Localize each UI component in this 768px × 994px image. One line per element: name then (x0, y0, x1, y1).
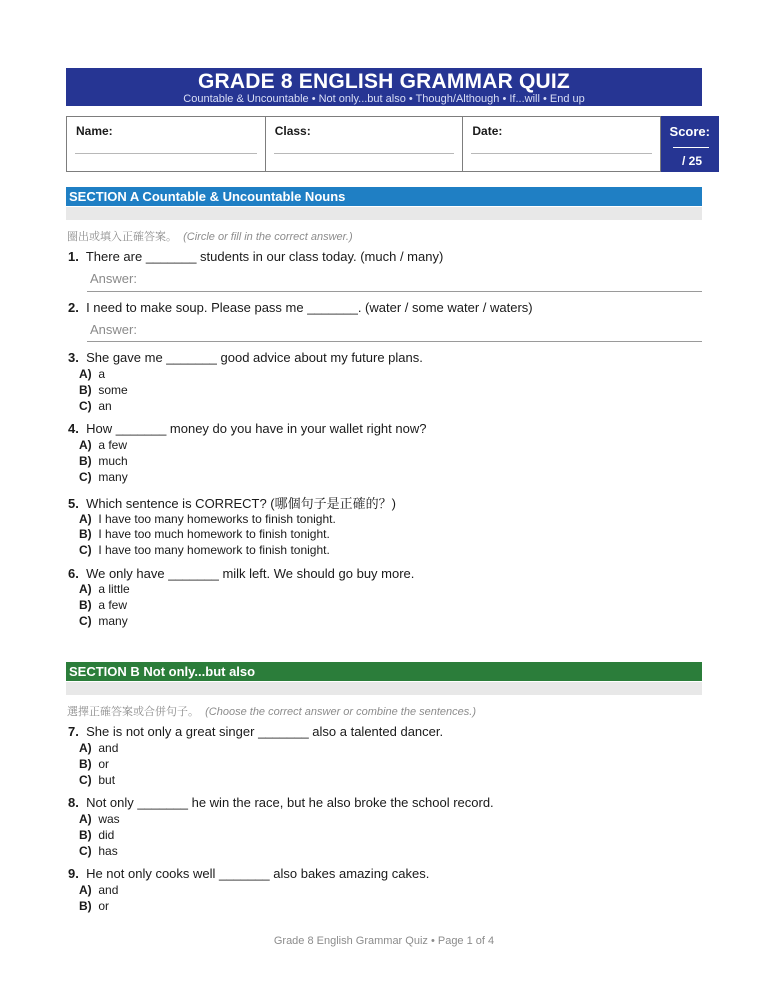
option-letter: A) (79, 438, 92, 452)
section-a-band (66, 207, 702, 220)
option-text: or (98, 757, 110, 771)
option-letter: C) (79, 399, 92, 413)
option-letter: B) (79, 757, 92, 771)
option-letter: B) (79, 899, 92, 913)
question-text: We only have _______ milk left. We should go buy more. (86, 566, 415, 581)
option-c[interactable] (79, 844, 118, 858)
option-text: an (98, 399, 112, 413)
option-letter: C) (79, 773, 92, 787)
page-footer: Grade 8 English Grammar Quiz • Page 1 of 4 (273, 935, 495, 947)
option-a[interactable] (79, 741, 118, 755)
score-box (661, 116, 719, 172)
question-7 (68, 724, 443, 739)
option-letter: A) (79, 812, 92, 826)
question-number: 7. (68, 724, 79, 739)
class-line (274, 153, 455, 154)
date-field[interactable] (462, 116, 661, 172)
option-b[interactable] (79, 527, 330, 541)
name-field[interactable] (66, 116, 266, 172)
option-letter: C) (79, 614, 92, 628)
option-text: did (98, 828, 115, 842)
option-letter: B) (79, 454, 92, 468)
option-text: some (98, 383, 128, 397)
option-a[interactable] (79, 438, 127, 452)
option-c[interactable] (79, 773, 115, 787)
option-b[interactable] (79, 828, 114, 842)
score-line (673, 147, 709, 148)
class-field[interactable] (265, 116, 464, 172)
option-letter: B) (79, 383, 92, 397)
option-text: much (98, 454, 128, 468)
question-4 (68, 421, 426, 436)
section-a-heading: SECTION A Countable & Uncountable Nouns (66, 187, 702, 206)
option-text: has (98, 844, 118, 858)
question-text: Not only _______ he win the race, but he also broke the school record. (86, 795, 494, 810)
answer-label: Answer: (90, 322, 137, 337)
option-c[interactable] (79, 543, 330, 557)
date-line (471, 153, 652, 154)
option-a[interactable] (79, 512, 336, 526)
instructions-zh: 選擇正確答案或合併句子。 (67, 706, 199, 718)
page-subtitle: Countable & Uncountable • Not only...but also • Though/Although • If...will • End up (183, 93, 585, 105)
option-letter: A) (79, 582, 92, 596)
question-text: Which sentence is CORRECT? (哪個句子是正確的？) (86, 496, 396, 511)
option-a[interactable] (79, 367, 105, 381)
option-letter: A) (79, 883, 92, 897)
instructions-en: (Choose the correct answer or combine the sentences.) (205, 706, 476, 718)
question-number: 8. (68, 795, 79, 810)
question-text: He not only cooks well _______ also bakes amazing cakes. (86, 866, 430, 881)
question-number: 4. (68, 421, 79, 436)
question-text: There are _______ students in our class today. (much / many) (85, 249, 444, 264)
student-info-row (66, 116, 719, 172)
answer-line[interactable] (87, 291, 702, 292)
option-letter: B) (79, 828, 92, 842)
question-number: 9. (68, 866, 79, 881)
section-b-heading: SECTION B Not only...but also (66, 662, 702, 681)
section-b-instructions (67, 703, 476, 719)
option-letter: A) (79, 367, 92, 381)
option-letter: A) (79, 512, 92, 526)
question-number: 3. (68, 350, 79, 365)
option-a[interactable] (79, 812, 120, 826)
option-text: a few (98, 438, 128, 452)
question-3 (68, 350, 423, 365)
question-text: I need to make soup. Please pass me _______. (water / some water / waters) (86, 300, 533, 315)
question-8 (68, 795, 494, 810)
answer-line[interactable] (87, 341, 702, 342)
option-text: a little (98, 582, 130, 596)
question-text: How _______ money do you have in your wallet right now? (86, 421, 427, 436)
option-a[interactable] (79, 582, 130, 596)
option-b[interactable] (79, 757, 109, 771)
answer-label: Answer: (90, 271, 137, 286)
option-c[interactable] (79, 470, 128, 484)
option-a[interactable] (79, 883, 118, 897)
instructions-zh: 圈出或填入正確答案。 (67, 231, 177, 243)
option-text: I have too many homeworks to finish tonight. (98, 512, 336, 526)
question-number: 2. (68, 300, 79, 315)
name-line (75, 153, 257, 154)
question-1 (68, 249, 443, 264)
section-a-instructions (67, 228, 353, 244)
option-c[interactable] (79, 399, 112, 413)
option-b[interactable] (79, 598, 127, 612)
question-text: She gave me _______ good advice about my future plans. (86, 350, 423, 365)
option-text: and (98, 883, 119, 897)
option-text: was (98, 812, 120, 826)
question-number: 6. (68, 566, 79, 581)
option-text: I have too much homework to finish tonight. (98, 527, 330, 541)
option-text: or (98, 899, 110, 913)
option-text: but (98, 773, 116, 787)
class-label: Class: (274, 124, 311, 138)
option-text: many (98, 470, 128, 484)
name-label: Name: (76, 124, 113, 138)
question-2 (68, 300, 533, 315)
question-5 (68, 493, 396, 512)
option-c[interactable] (79, 614, 128, 628)
page-title: GRADE 8 ENGLISH GRAMMAR QUIZ (198, 70, 570, 93)
question-9 (68, 866, 429, 881)
option-text: and (98, 741, 119, 755)
option-text: a few (98, 598, 128, 612)
option-letter: C) (79, 844, 92, 858)
instructions-en: (Circle or fill in the correct answer.) (183, 231, 353, 243)
quiz-title-banner (66, 68, 702, 106)
question-6 (68, 566, 414, 581)
option-b[interactable] (79, 454, 128, 468)
option-letter: B) (79, 598, 92, 612)
option-b[interactable] (79, 383, 128, 397)
question-number: 5. (68, 496, 79, 511)
option-text: I have too many homework to finish tonight. (98, 543, 330, 557)
score-label: Score: (669, 124, 710, 139)
date-label: Date: (472, 124, 503, 138)
option-b[interactable] (79, 899, 109, 913)
question-text: She is not only a great singer _______ also a talented dancer. (86, 724, 444, 739)
option-letter: C) (79, 543, 92, 557)
section-b-band (66, 682, 702, 695)
option-letter: C) (79, 470, 92, 484)
option-text: a (98, 367, 106, 381)
question-number: 1. (68, 249, 79, 264)
option-text: many (98, 614, 128, 628)
option-letter: B) (79, 527, 92, 541)
option-letter: A) (79, 741, 92, 755)
score-total: / 25 (681, 154, 702, 168)
